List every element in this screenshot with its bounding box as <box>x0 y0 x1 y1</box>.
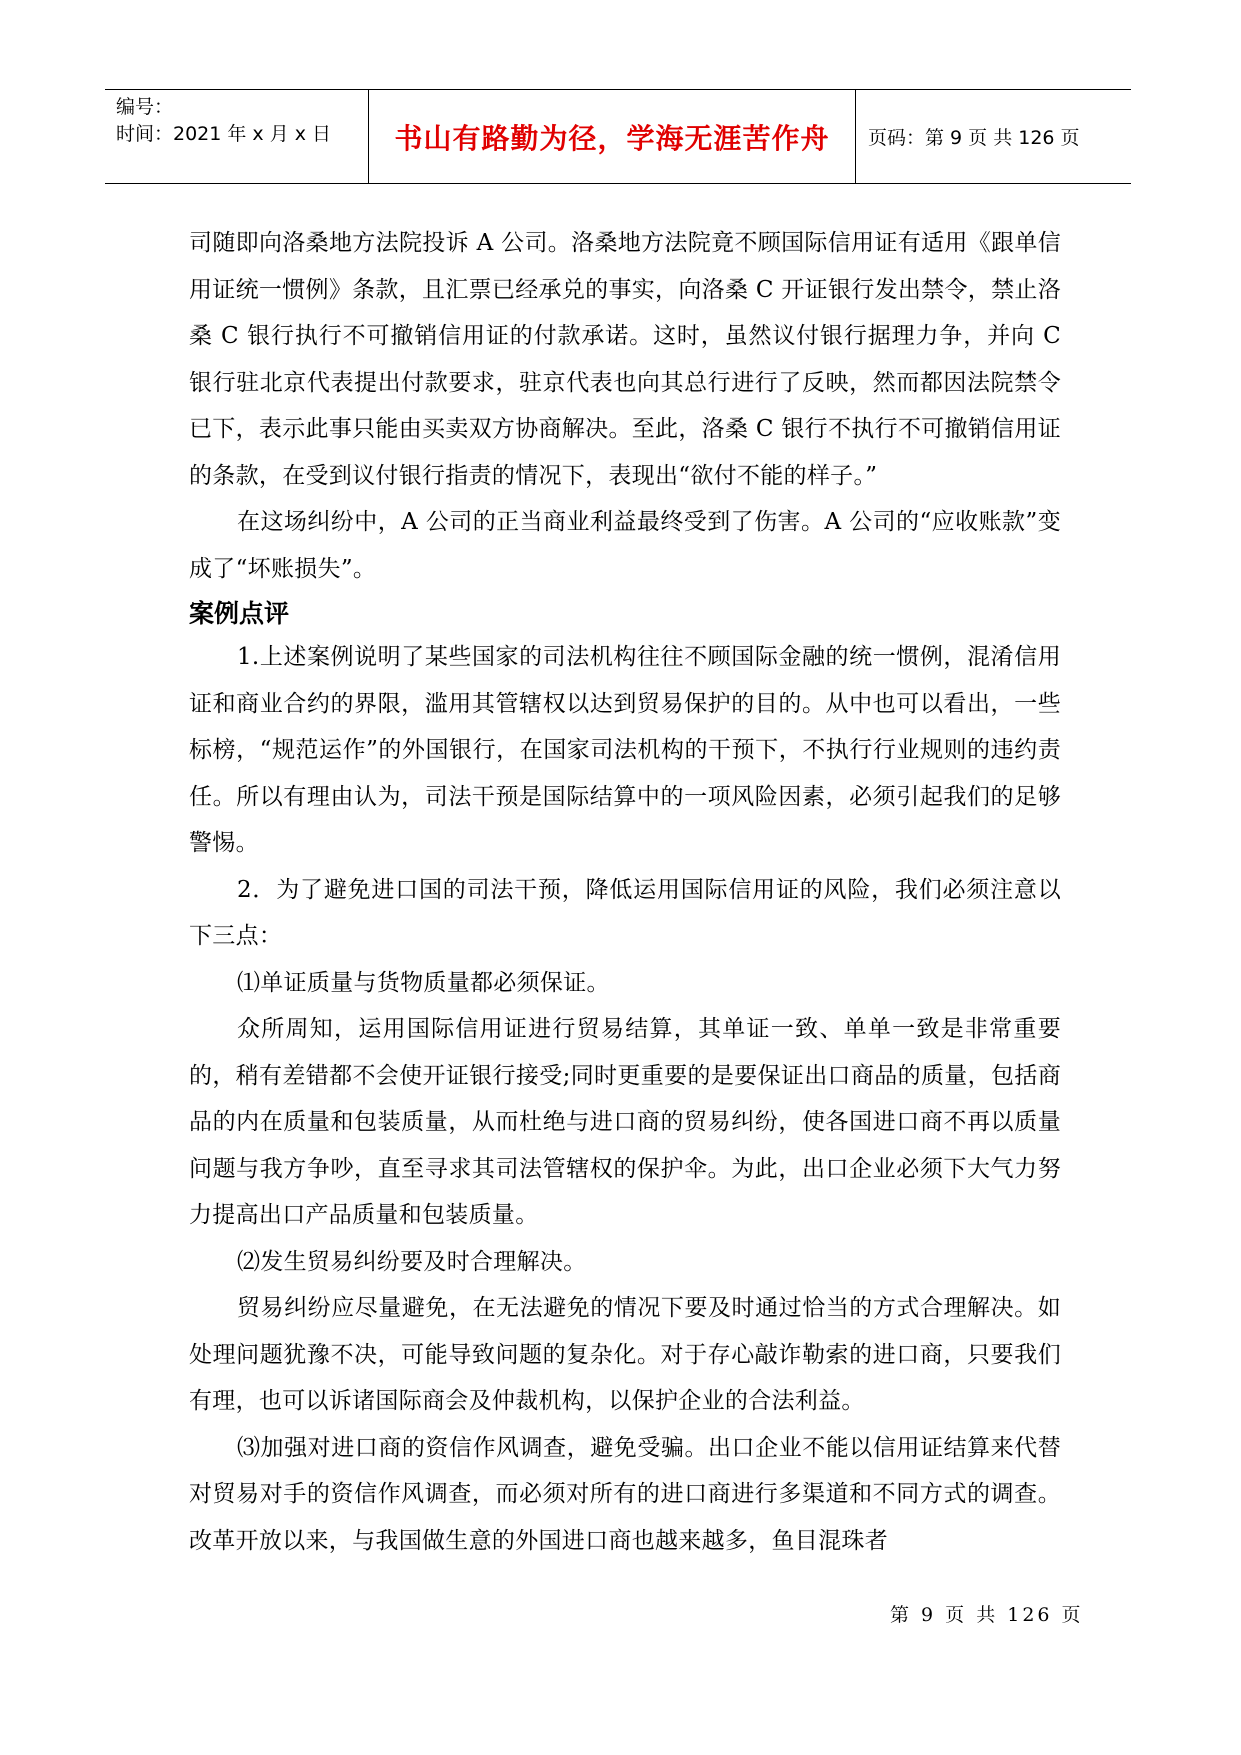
document-body <box>189 220 1061 1564</box>
paragraph-outcome: 在这场纠纷中，A 公司的正当商业利益最终受到了伤害。A 公司的“应收账款”变成了“坏账损失”。 <box>189 509 1061 582</box>
review-point-1: 1.上述案例说明了某些国家的司法机构往往不顾国际金融的统一惯例，混淆信用证和商业合约的界限，滥用其管辖权以达到贸易保护的目的。从中也可以看出，一些标榜，“规范运作”的外国银行，在国家司法机构的干预下，不执行行业规则的违约责任。所以有理由认为，司法干预是国际结算中的一项风险因素，必须引起我们的足够警惕。 <box>189 644 1061 856</box>
header-meta-cell <box>105 90 369 183</box>
review-subpoint-3: ⑶加强对进口商的资信作风调查，避免受骗。出口企业不能以信用证结算来代替对贸易对手的资信作风调查，而必须对所有的进口商进行多渠道和不同方式的调查。改革开放以来，与我国做生意的外国进口商也越来越多，鱼目混珠者 <box>189 1434 1061 1554</box>
review-point-2: 2．为了避免进口国的司法干预，降低运用国际信用证的风险，我们必须注意以下三点： <box>189 876 1061 949</box>
header-page-cell <box>856 90 1131 183</box>
review-subpoint-2-title: ⑵发生贸易纠纷要及时合理解决。 <box>237 1248 587 1275</box>
header-motto: 书山有路勤为径，学海无涯苦作舟 <box>394 121 830 155</box>
serial-number-label: 编号： <box>116 96 174 118</box>
section-heading: 案例点评 <box>189 599 290 628</box>
review-subpoint-1-body: 众所周知，运用国际信用证进行贸易结算，其单证一致、单单一致是非常重要的，稍有差错都不会使开证银行接受;同时更重要的是要保证出口商品的质量，包括商品的内在质量和包装质量，从而杜绝与进口商的贸易纠纷，使各国进口商不再以质量问题与我方争吵，直至寻求其司法管辖权的保护伞。为此，出口企业必须下大气力努力提高出口产品质量和包装质量。 <box>189 1016 1061 1228</box>
header-page-info: 页码：第 9 页 共 126 页 <box>868 127 1080 149</box>
review-subpoint-2-body: 贸易纠纷应尽量避免，在无法避免的情况下要及时通过恰当的方式合理解决。如处理问题犹豫不决，可能导致问题的复杂化。对于存心敲诈勒索的进口商，只要我们有理，也可以诉诸国际商会及仲裁机构，以保护企业的合法利益。 <box>189 1295 1061 1414</box>
paragraph-continuation: 司随即向洛桑地方法院投诉 A 公司。洛桑地方法院竟不顾国际信用证有适用《跟单信用证统一惯例》条款，且汇票已经承兑的事实，向洛桑 C 开证银行发出禁令，禁止洛桑 C 银行执行不可撤销信用证的付款承诺。这时，虽然议付银行据理力争，并向 C 银行驻北京代表提出付款要求，驻京代表也向其总行进行了反映，然而都因法院禁令已下，表示此事只能由买卖双方协商解决。至此，洛桑 C 银行不执行不可撤销信用证的条款，在受到议付银行指责的情况下，表现出“欲付不能的样子。” <box>189 230 1061 489</box>
header-motto-cell <box>369 90 856 183</box>
date-line: 时间：2021 年 x 月 x 日 <box>116 123 332 145</box>
page-header <box>105 89 1131 184</box>
page-footer: 第 9 页 共 126 页 <box>890 1604 1084 1626</box>
review-subpoint-1-title: ⑴单证质量与货物质量都必须保证。 <box>237 969 610 996</box>
